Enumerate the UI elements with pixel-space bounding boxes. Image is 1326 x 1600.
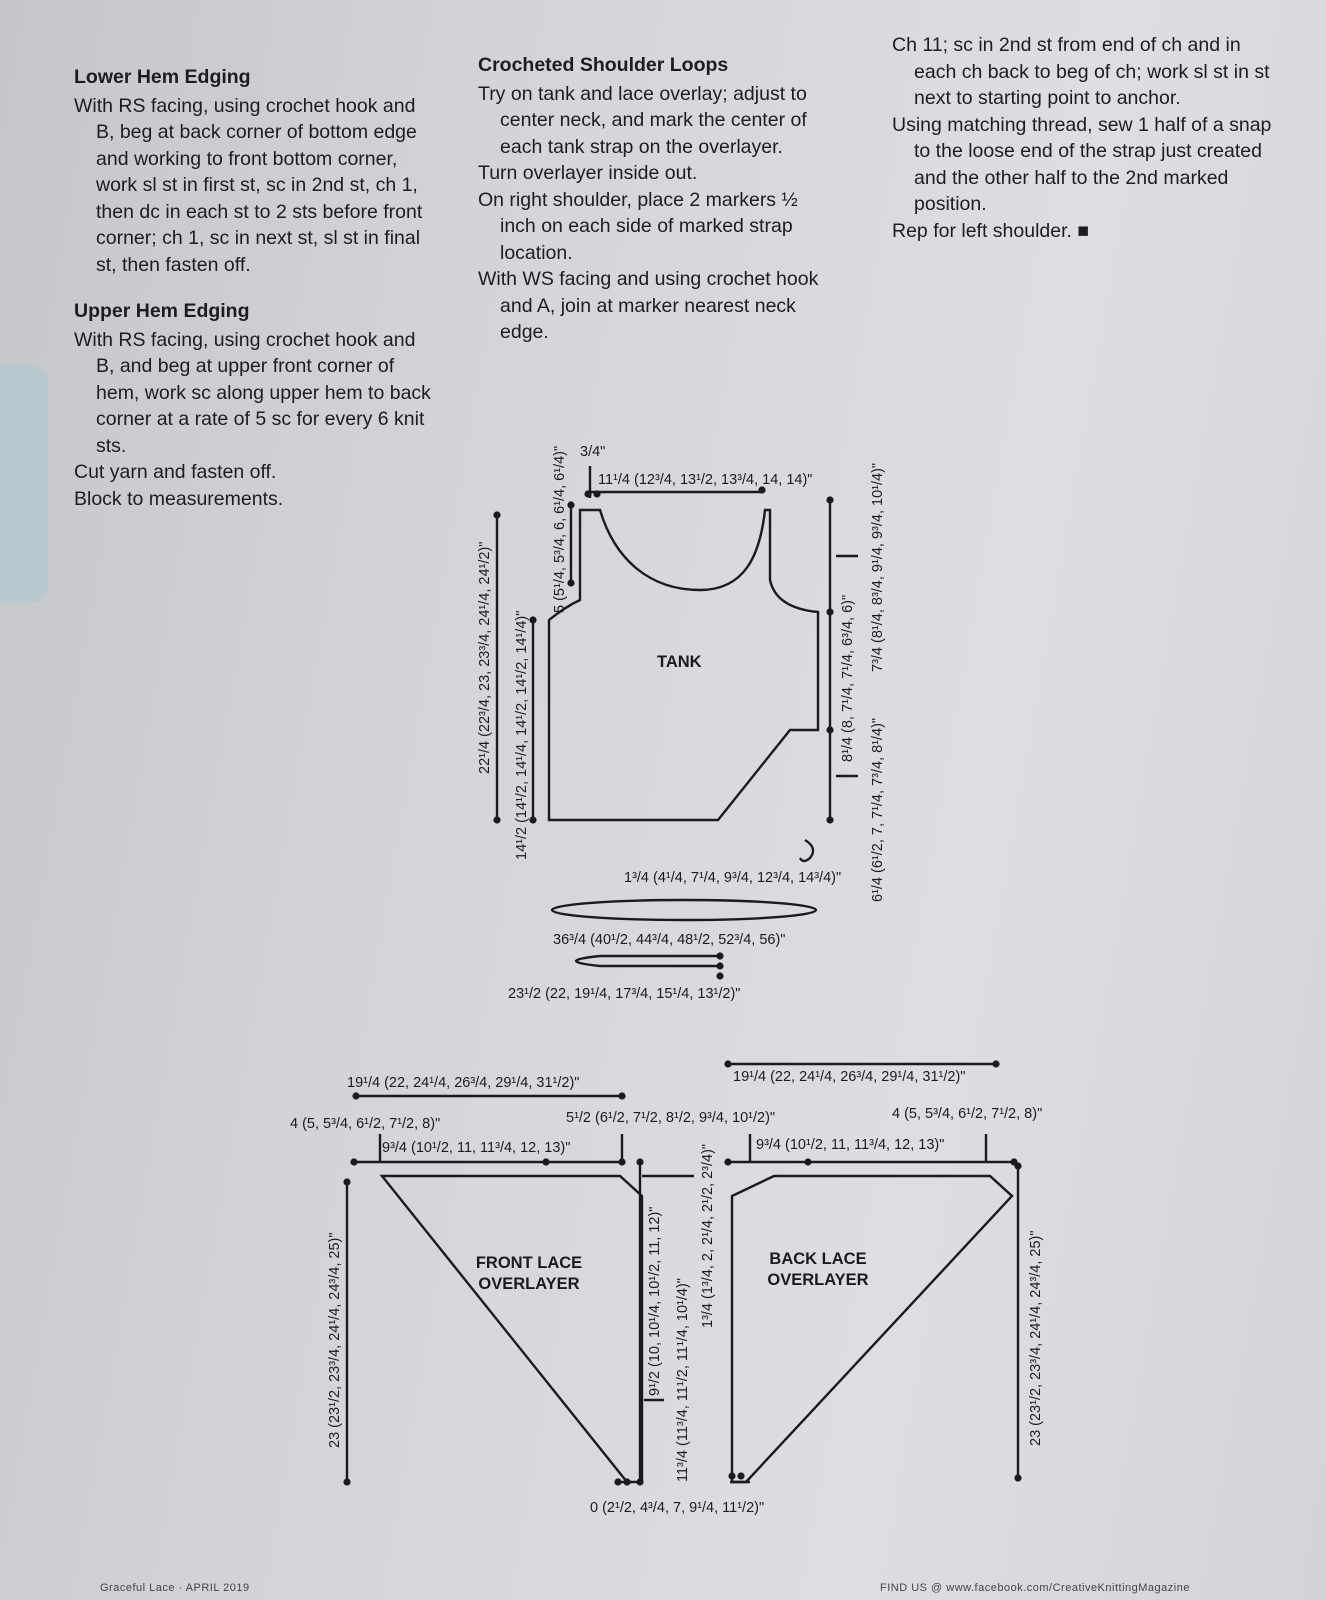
back-mid-seg: 9³/4 (10¹/2, 11, 11³/4, 12, 13)" bbox=[756, 1137, 945, 1153]
shoulder-loops-p4: With WS facing and using crochet hook and A, join at marker nearest neck edge. bbox=[478, 268, 819, 343]
tank-oval-1 bbox=[552, 900, 816, 920]
tank-top-width: 11¹/4 (12³/4, 13¹/2, 13³/4, 14, 14)" bbox=[598, 472, 813, 488]
front-bottom: 0 (2¹/2, 4³/4, 7, 9¹/4, 11¹/2)" bbox=[590, 1500, 765, 1516]
front-lower-right: 11³/4 (11³/4, 11¹/2, 11¹/4, 10¹/4)" bbox=[675, 1278, 691, 1482]
upper-hem-title: Upper Hem Edging bbox=[74, 300, 250, 322]
shoulder-loops-title: Crocheted Shoulder Loops bbox=[478, 54, 729, 76]
tank-strap-height: 5 (5¹/4, 5³/4, 6, 6¹/4, 6¹/4)" bbox=[552, 445, 568, 613]
upper-hem-line2: Cut yarn and fasten off. bbox=[74, 461, 277, 483]
footer-right: FIND US @ www.facebook.com/CreativeKnittingMagazine bbox=[880, 1582, 1190, 1594]
back-label-1: BACK LACE bbox=[769, 1250, 867, 1268]
shoulder-loops-p2: Turn overlayer inside out. bbox=[478, 162, 698, 184]
front-height: 23 (23¹/2, 23³/4, 24¹/4, 24³/4, 25)" bbox=[327, 1232, 343, 1448]
back-overlayer-outline bbox=[732, 1176, 1012, 1482]
front-mid-seg: 9³/4 (10¹/2, 11, 11³/4, 12, 13)" bbox=[382, 1140, 571, 1156]
back-top-width: 19¹/4 (22, 24¹/4, 26³/4, 29¹/4, 31¹/2)" bbox=[733, 1069, 966, 1085]
tank-curve-width: 1³/4 (4¹/4, 7¹/4, 9³/4, 12³/4, 14³/4)" bbox=[624, 870, 842, 886]
tank-total-height: 22¹/4 (22³/4, 23, 23³/4, 24¹/4, 24¹/2)" bbox=[477, 541, 493, 774]
back-right-seg: 4 (5, 5³/4, 6¹/2, 7¹/2, 8)" bbox=[892, 1106, 1043, 1122]
footer-left: Graceful Lace · APRIL 2019 bbox=[100, 1582, 250, 1594]
front-gap: 1³/4 (1³/4, 2, 2¹/4, 2¹/2, 2³/4)" bbox=[700, 1143, 716, 1328]
tank-curve-mark bbox=[800, 840, 813, 861]
front-overlayer-outline bbox=[382, 1176, 642, 1482]
shoulder-loops-p1: Try on tank and lace overlay; adjust to center neck, and mark the center of each tank strap on the overlayer. bbox=[478, 82, 807, 158]
lower-hem-title: Lower Hem Edging bbox=[74, 66, 251, 88]
col3-p1: Ch 11; sc in 2nd st from end of ch and in each ch back to beg of ch; work sl st in st next to starting point to anchor. bbox=[892, 34, 1270, 109]
col3-p2: Using matching thread, sew 1 half of a snap to the loose end of the strap just created and the other half to the 2nd marked position. bbox=[892, 113, 1272, 215]
shoulder-loops-p3: On right shoulder, place 2 markers ½ inch on each side of marked strap location. bbox=[478, 188, 798, 264]
front-label-2: OVERLAYER bbox=[478, 1275, 580, 1293]
back-label-2: OVERLAYER bbox=[767, 1271, 869, 1289]
front-label-1: FRONT LACE bbox=[475, 1254, 583, 1272]
tank-oval-2 bbox=[576, 956, 720, 966]
tank-circ-2: 23¹/2 (22, 19¹/4, 17³/4, 15¹/4, 13¹/2)" bbox=[508, 986, 741, 1002]
tank-side-mid: 8¹/4 (8, 7¹/4, 7¹/4, 6³/4, 6)" bbox=[840, 594, 856, 762]
front-upper-right: 9¹/2 (10, 10¹/4, 10¹/2, 11, 12)" bbox=[647, 1206, 663, 1396]
tank-strap-gap: 3/4" bbox=[580, 444, 606, 460]
tank-lower-height: 14¹/2 (14¹/2, 14¹/4, 14¹/2, 14¹/2, 14¹/4)" bbox=[514, 610, 530, 860]
back-height: 23 (23¹/2, 23³/4, 24¹/4, 24³/4, 25)" bbox=[1028, 1230, 1044, 1446]
upper-hem-line3: Block to measurements. bbox=[74, 487, 284, 510]
col3-p3: Rep for left shoulder. ■ bbox=[892, 219, 1090, 242]
front-right-seg: 5¹/2 (6¹/2, 7¹/2, 8¹/2, 9³/4, 10¹/2)" bbox=[566, 1110, 776, 1126]
upper-hem-text: With RS facing, using crochet hook and B, and beg at upper front corner of hem, work sc along upper hem to back corner at a rate of 5 sc for every 6 knit sts. bbox=[74, 328, 431, 457]
tank-circ-1: 36³/4 (40¹/2, 44³/4, 48¹/2, 52³/4, 56)" bbox=[553, 932, 786, 948]
front-top-width: 19¹/4 (22, 24¹/4, 26³/4, 29¹/4, 31¹/2)" bbox=[347, 1075, 580, 1091]
front-left-seg: 4 (5, 5³/4, 6¹/2, 7¹/2, 8)" bbox=[290, 1116, 441, 1132]
tank-side-low: 6¹/4 (6¹/2, 7, 7¹/4, 7³/4, 8¹/4)" bbox=[870, 717, 886, 902]
tank-label: TANK bbox=[657, 653, 702, 671]
lower-hem-text: With RS facing, using crochet hook and B, beg at back corner of bottom edge and working to front bottom corner, work sl st in first st, sc in 2nd st, ch 1, then dc in each st to 2 sts before front corner; ch 1, sc in next st, sl st in final st, then fasten off. bbox=[74, 94, 423, 276]
tank-armhole-right: 7³/4 (8¹/4, 8³/4, 9¹/4, 9³/4, 10¹/4)" bbox=[870, 462, 886, 672]
